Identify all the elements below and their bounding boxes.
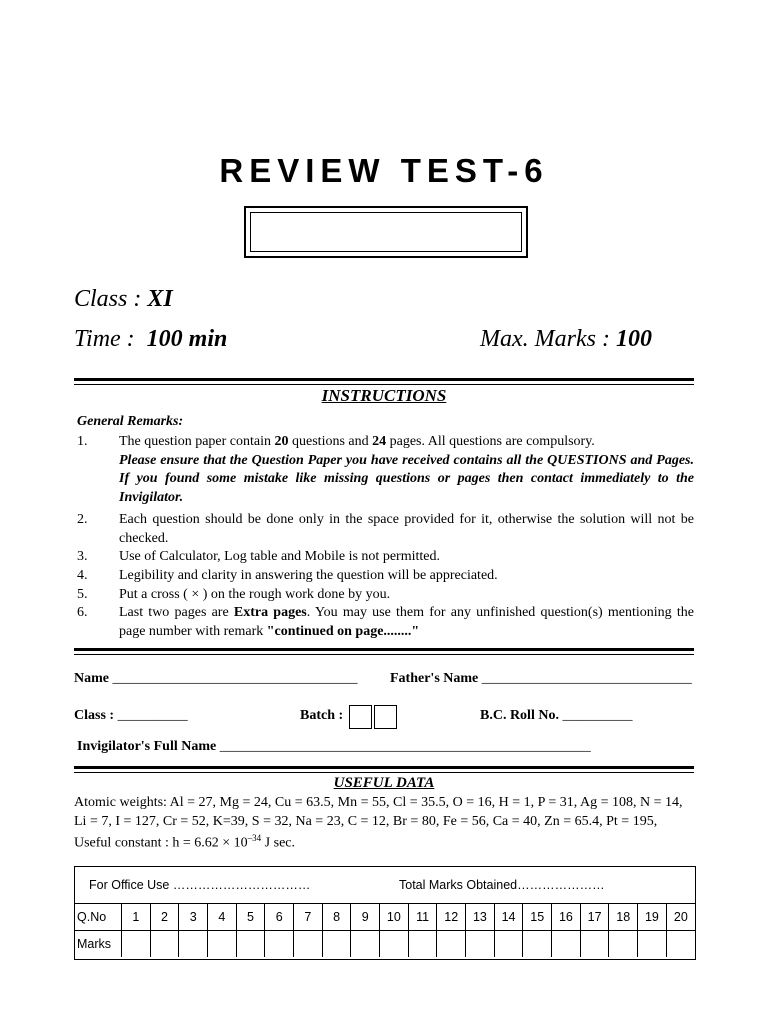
marks-cell[interactable] xyxy=(351,931,380,958)
marks-cell[interactable] xyxy=(523,931,552,958)
time-label: Time : xyxy=(74,326,135,352)
question-number-cell: 17 xyxy=(580,904,609,931)
instruction-item: 6. Last two pages are Extra pages. You may use them for any unfinished question(s) mentioning the page number with remark "continued on page........" xyxy=(77,605,694,639)
question-number-cell: 12 xyxy=(437,904,466,931)
max-marks-label: Max. Marks : xyxy=(480,326,610,352)
marks-cell[interactable] xyxy=(380,931,409,958)
divider xyxy=(74,772,694,773)
general-remarks-label: General Remarks: xyxy=(77,414,184,429)
question-number-cell: 9 xyxy=(351,904,380,931)
marks-cell[interactable] xyxy=(122,931,151,958)
marks-cell[interactable] xyxy=(437,931,466,958)
marks-cell[interactable] xyxy=(466,931,495,958)
question-number-cell: 19 xyxy=(638,904,667,931)
marks-cell[interactable] xyxy=(609,931,638,958)
question-number-cell: 15 xyxy=(523,904,552,931)
marks-cell[interactable] xyxy=(408,931,437,958)
max-marks-line xyxy=(480,326,652,353)
question-number-cell: 14 xyxy=(494,904,523,931)
instruction-item: 5. Put a cross ( × ) on the rough work done by you. xyxy=(77,587,391,602)
question-number-cell: 5 xyxy=(236,904,265,931)
divider xyxy=(74,654,694,655)
marks-label: Marks xyxy=(75,931,122,958)
time-line xyxy=(74,326,227,353)
marks-cell[interactable] xyxy=(179,931,208,958)
qno-row xyxy=(75,904,695,931)
class-value: XI xyxy=(147,286,173,312)
question-number-cell: 3 xyxy=(179,904,208,931)
instruction-item: 2. Each question should be done only in the space provided for it, otherwise the solution will not be checked. xyxy=(77,512,694,546)
time-value: 100 min xyxy=(146,326,228,352)
marks-cell[interactable] xyxy=(236,931,265,958)
instruction-item: 4. Legibility and clarity in answering the question will be appreciated. xyxy=(77,568,498,583)
marks-cell[interactable] xyxy=(580,931,609,958)
marks-cell[interactable] xyxy=(494,931,523,958)
total-marks-label: Total Marks Obtained………………… xyxy=(399,878,605,892)
marks-cell[interactable] xyxy=(265,931,294,958)
marks-cell[interactable] xyxy=(322,931,351,958)
divider xyxy=(74,384,694,385)
instructions-title: INSTRUCTIONS xyxy=(321,386,447,405)
question-number-cell: 13 xyxy=(466,904,495,931)
marks-row xyxy=(75,931,695,958)
question-number-cell: 11 xyxy=(408,904,437,931)
instruction-emphasis: Please ensure that the Question Paper you have received contains all the QUESTIONS and Pages. If you found some mistake like missing questions or pages then contact immediately to the Invigilator. xyxy=(119,452,694,505)
question-number-cell: 7 xyxy=(294,904,323,931)
office-use-label: For Office Use …………………………… xyxy=(89,878,311,892)
class-label: Class : xyxy=(74,286,142,312)
roll-number-field[interactable]: B.C. Roll No. __________ xyxy=(480,708,633,723)
divider xyxy=(74,766,694,769)
batch-boxes[interactable] xyxy=(349,705,399,729)
useful-data-title: USEFUL DATA xyxy=(333,775,435,791)
test-title: REVIEW TEST-6 xyxy=(219,152,549,189)
invigilator-name-field[interactable]: Invigilator's Full Name _____________________________________________________ xyxy=(77,739,591,754)
test-code-box xyxy=(244,206,528,258)
question-number-cell: 4 xyxy=(208,904,237,931)
question-number-cell: 10 xyxy=(380,904,409,931)
class-line xyxy=(74,286,173,313)
question-number-cell: 6 xyxy=(265,904,294,931)
question-number-cell: 20 xyxy=(666,904,695,931)
atomic-weights-line: Atomic weights: Al = 27, Mg = 24, Cu = 63.5, Mn = 55, Cl = 35.5, O = 16, H = 1, P = 31, Ag = 108, N = 14, xyxy=(74,795,683,810)
marks-cell[interactable] xyxy=(294,931,323,958)
marks-cell[interactable] xyxy=(666,931,695,958)
instruction-item: 1. The question paper contain 20 questions and 24 pages. All questions are compulsory. Please ensure that the Question Paper you have received contains all the QUESTIONS and Pages. If you found some mistake like missing questions or pages then contact immediately to the Invigilator. xyxy=(77,433,694,507)
father-name-field[interactable]: Father's Name ______________________________ xyxy=(390,671,692,686)
marks-cell[interactable] xyxy=(208,931,237,958)
qno-label: Q.No xyxy=(75,904,122,931)
question-number-cell: 8 xyxy=(322,904,351,931)
question-number-cell: 18 xyxy=(609,904,638,931)
class-field[interactable]: Class : __________ xyxy=(74,708,188,723)
question-number-cell: 16 xyxy=(552,904,581,931)
atomic-weights-line: Li = 7, I = 127, Cr = 52, K=39, S = 32, Na = 23, C = 12, Br = 80, Fe = 56, Ca = 40, Zn = 65.4, Pt = 195, xyxy=(74,814,658,829)
useful-constant-line: Useful constant : $h = 6.62 \times 10^{-34}$ J sec. xyxy=(74,833,295,851)
marks-table xyxy=(75,904,695,957)
divider xyxy=(74,378,694,381)
instruction-item: 3. Use of Calculator, Log table and Mobile is not permitted. xyxy=(77,549,440,564)
question-number-cell: 1 xyxy=(122,904,151,931)
office-use-box xyxy=(74,866,696,960)
batch-label: Batch : xyxy=(300,708,344,723)
max-marks-value: 100 xyxy=(615,326,652,352)
question-number-cell: 2 xyxy=(150,904,179,931)
marks-cell[interactable] xyxy=(552,931,581,958)
divider xyxy=(74,648,694,651)
marks-cell[interactable] xyxy=(638,931,667,958)
name-field[interactable]: Name ___________________________________ xyxy=(74,671,358,686)
marks-cell[interactable] xyxy=(150,931,179,958)
